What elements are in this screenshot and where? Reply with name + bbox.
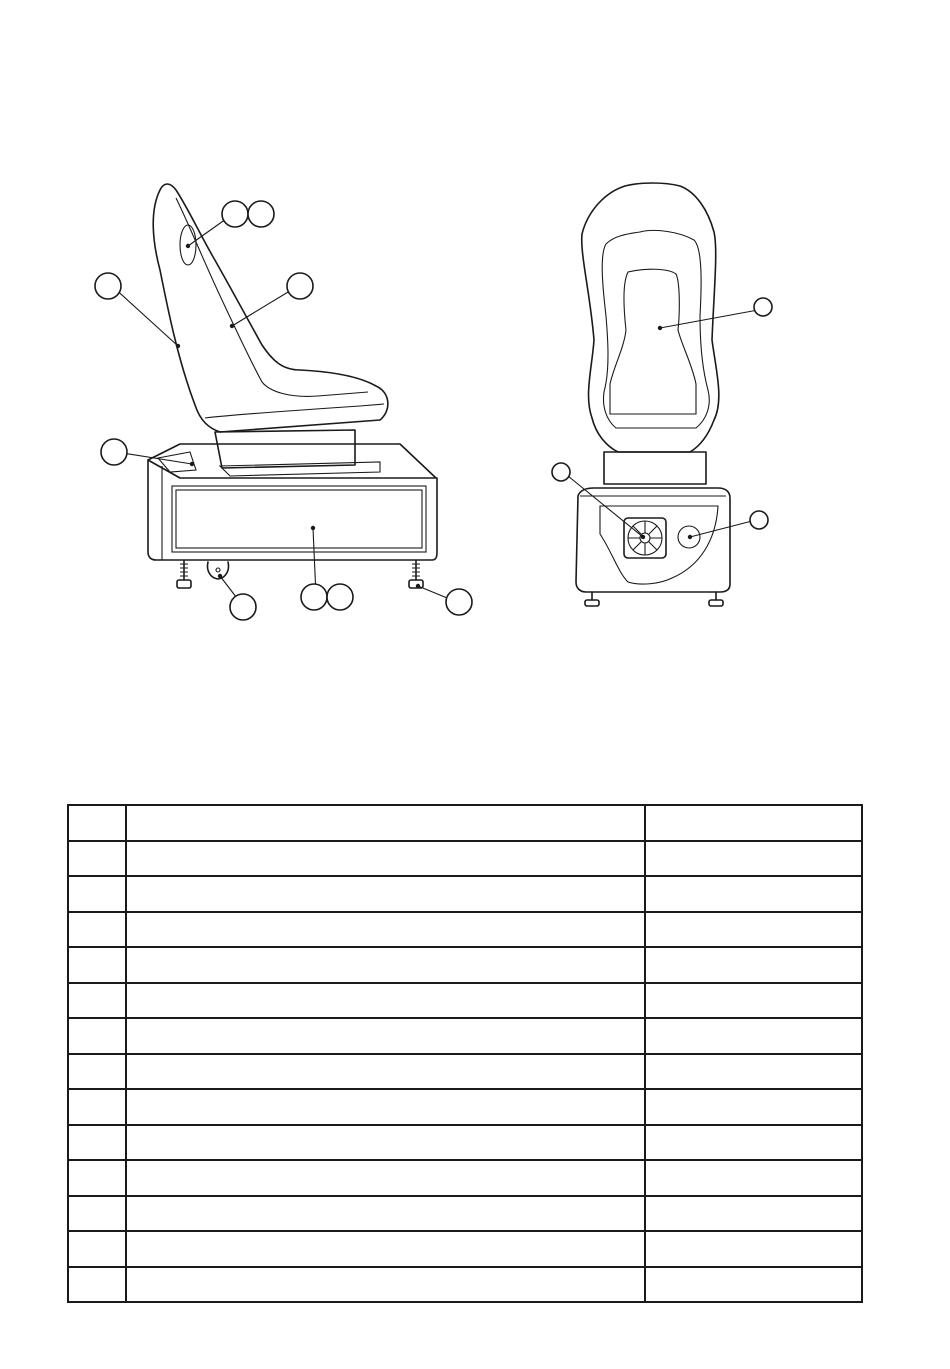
part-number-cell — [645, 805, 862, 841]
item-number-cell — [68, 983, 126, 1019]
part-number-cell — [645, 947, 862, 983]
item-number-cell — [68, 805, 126, 841]
leader-line — [690, 521, 752, 537]
item-number-cell — [68, 1196, 126, 1232]
description-cell — [126, 1018, 645, 1054]
part-number-cell — [645, 1267, 862, 1303]
description-cell — [126, 841, 645, 877]
side-view — [95, 184, 472, 620]
side-callout — [301, 584, 327, 610]
item-number-cell — [68, 912, 126, 948]
table-row — [68, 1160, 862, 1196]
table-row — [68, 1018, 862, 1054]
front-foot-left — [585, 592, 599, 606]
part-number-cell — [645, 1196, 862, 1232]
table-row — [68, 841, 862, 877]
front-callout — [754, 298, 772, 316]
table-row — [68, 1267, 862, 1303]
item-number-cell — [68, 876, 126, 912]
description-cell — [126, 876, 645, 912]
side-callout — [95, 273, 121, 299]
part-number-cell — [645, 1054, 862, 1090]
side-callout — [222, 201, 248, 227]
front-callout — [552, 463, 570, 481]
front-seat-back-outer — [582, 183, 719, 452]
side-callout — [446, 589, 472, 615]
front-callout — [750, 511, 768, 529]
side-callout — [248, 201, 274, 227]
item-number-cell — [68, 1089, 126, 1125]
seat-cushion-line — [205, 404, 384, 418]
cabinet-body — [148, 460, 437, 560]
table-row — [68, 1125, 862, 1161]
cabinet-top — [148, 444, 436, 478]
parts-list-body — [68, 805, 862, 1302]
description-cell — [126, 1054, 645, 1090]
cabinet-side-panel — [172, 486, 426, 552]
item-number-cell — [68, 947, 126, 983]
description-cell — [126, 912, 645, 948]
cabinet-side-panel-inner — [176, 490, 422, 548]
part-number-cell — [645, 1018, 862, 1054]
item-number-cell — [68, 1267, 126, 1303]
part-number-cell — [645, 1160, 862, 1196]
front-cabinet-body — [576, 488, 730, 592]
description-cell — [126, 805, 645, 841]
side-callout — [101, 439, 127, 465]
table-row — [68, 947, 862, 983]
seat-back-inner — [176, 198, 368, 396]
item-number-cell — [68, 1054, 126, 1090]
table-row — [68, 912, 862, 948]
table-row — [68, 983, 862, 1019]
fan-icon — [624, 518, 666, 558]
part-number-cell — [645, 983, 862, 1019]
table-row — [68, 876, 862, 912]
table-row — [68, 1231, 862, 1267]
part-number-cell — [645, 841, 862, 877]
front-seat-base — [604, 452, 706, 484]
part-number-cell — [645, 1089, 862, 1125]
front-foot-right — [709, 592, 723, 606]
description-cell — [126, 1267, 645, 1303]
side-callout — [327, 584, 353, 610]
description-cell — [126, 1196, 645, 1232]
part-number-cell — [645, 912, 862, 948]
front-seat-center-panel — [610, 269, 696, 414]
description-cell — [126, 983, 645, 1019]
seat-base-block — [215, 430, 355, 468]
front-seat-back-inner — [602, 230, 709, 428]
table-row — [68, 1054, 862, 1090]
description-cell — [126, 1231, 645, 1267]
description-cell — [126, 1089, 645, 1125]
table-row — [68, 1089, 862, 1125]
item-number-cell — [68, 1125, 126, 1161]
side-callout — [230, 594, 256, 620]
item-number-cell — [68, 1231, 126, 1267]
description-cell — [126, 1160, 645, 1196]
front-view — [552, 183, 772, 606]
seat-slide-rail — [220, 462, 380, 476]
item-number-cell — [68, 1018, 126, 1054]
part-number-cell — [645, 1231, 862, 1267]
leader-line — [112, 286, 178, 346]
table-row — [68, 805, 862, 841]
description-cell — [126, 1125, 645, 1161]
adjuster-foot-left — [177, 560, 191, 588]
leader-line — [660, 310, 758, 328]
description-cell — [126, 947, 645, 983]
item-number-cell — [68, 841, 126, 877]
adjuster-foot-right — [409, 560, 423, 588]
parts-list-table — [67, 804, 863, 1303]
part-number-cell — [645, 876, 862, 912]
item-number-cell — [68, 1160, 126, 1196]
table-row — [68, 1196, 862, 1232]
side-callout — [287, 273, 313, 299]
part-number-cell — [645, 1125, 862, 1161]
